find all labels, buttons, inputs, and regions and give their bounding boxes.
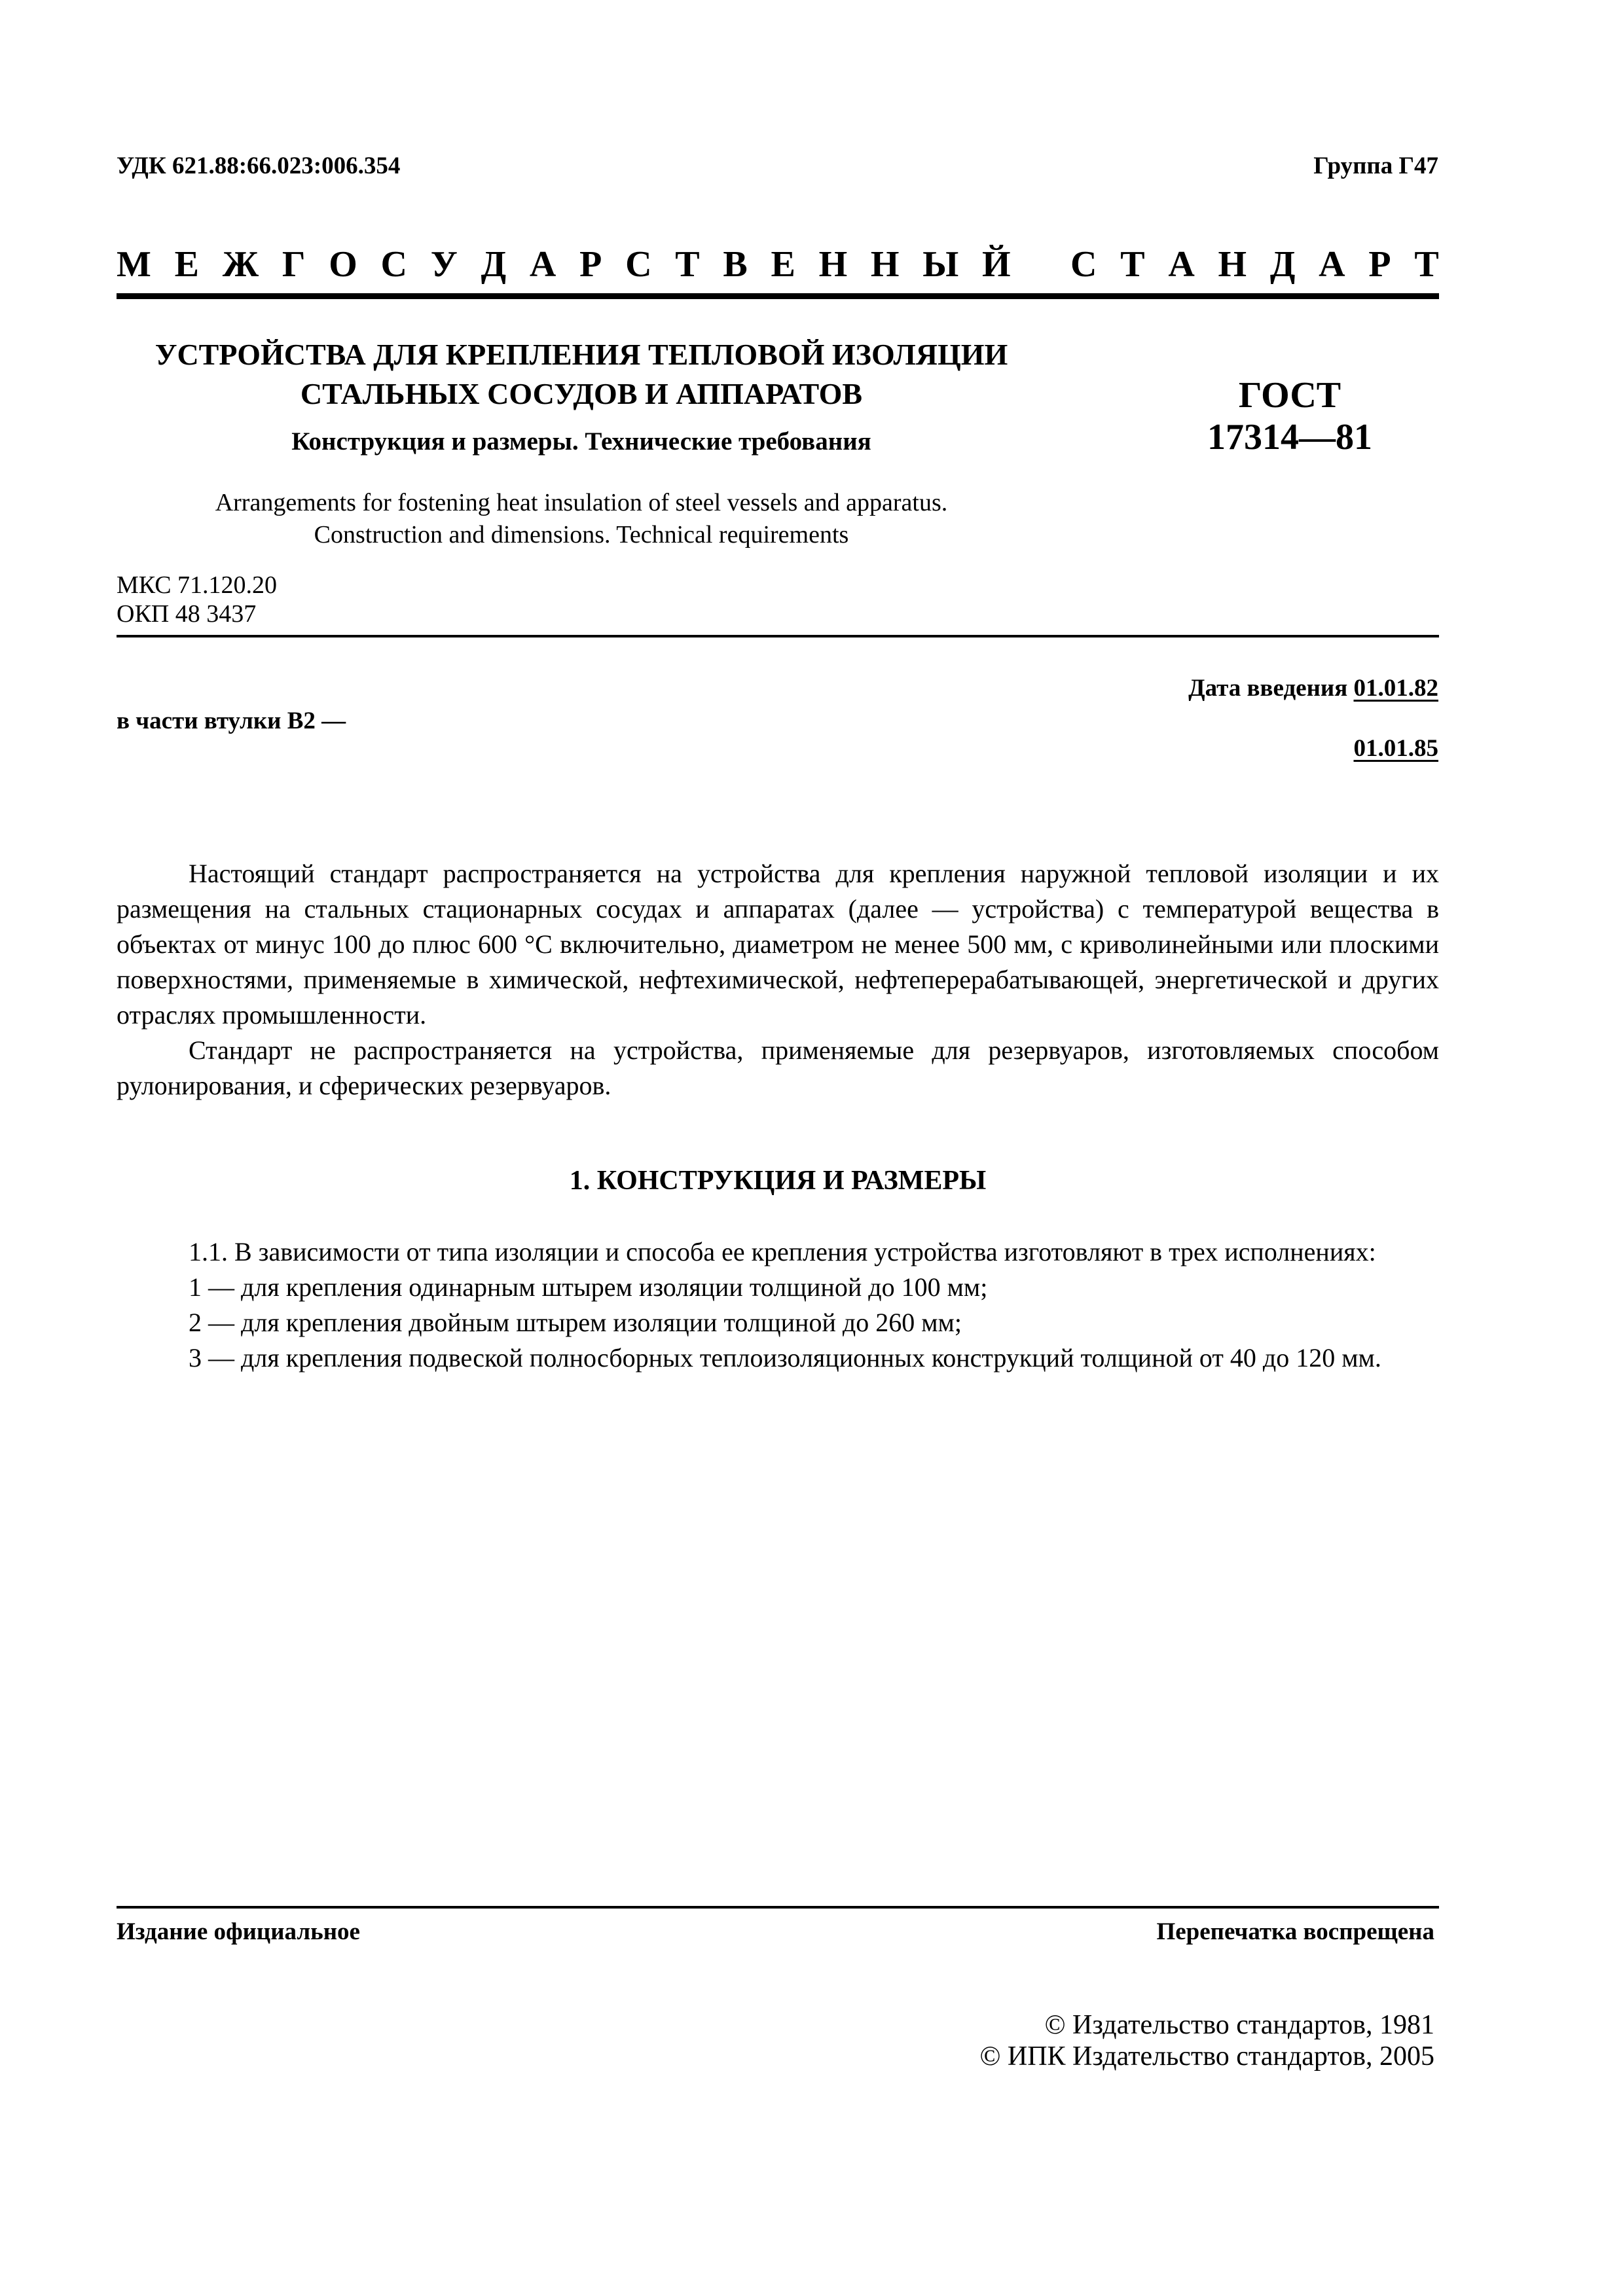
banner-letter: В — [723, 244, 748, 285]
banner-letter: Ж — [222, 244, 259, 285]
okp-code: ОКП 48 3437 — [117, 600, 257, 628]
reprint-notice: Перепечатка воспрещена — [1156, 1918, 1434, 1945]
banner-letter: Г — [282, 244, 306, 285]
english-title-line-1: Arrangements for fostening heat insulation of steel vessels and apparatus. — [215, 489, 948, 516]
list-item: 3 — для крепления подвеской полносборных теплоизоляционных конструкций толщиной от 40 до 120 мм. — [189, 1343, 1381, 1372]
copyright-1981: © Издательство стандартов, 1981 — [1044, 2010, 1434, 2040]
banner-letter: Е — [771, 244, 795, 285]
english-title — [117, 487, 1046, 551]
paragraph-exclusion: Стандарт не распространяется на устройства, применяемые для резервуаров, изготовляемых способом рулонирования, и сферических резервуаров. — [117, 1035, 1439, 1100]
banner-thick-rule — [117, 293, 1439, 299]
list-item: 1 — для крепления одинарным штырем изоляции толщиной до 100 мм; — [189, 1272, 988, 1302]
intro-date-line — [1188, 674, 1438, 702]
mks-code: МКС 71.120.20 — [117, 571, 278, 599]
intro-text — [117, 856, 1439, 1103]
part-date-label: в части втулки В2 — — [117, 708, 346, 734]
section-heading: 1. КОНСТРУКЦИЯ И РАЗМЕРЫ — [569, 1166, 987, 1196]
banner-letter: Т — [1120, 244, 1145, 285]
banner-gap — [1034, 243, 1047, 285]
banner-letter: А — [1319, 244, 1345, 285]
english-title-line-2: Construction and dimensions. Technical requirements — [314, 521, 849, 548]
title-line-1: УСТРОЙСТВА ДЛЯ КРЕПЛЕНИЯ ТЕПЛОВОЙ ИЗОЛЯЦИИ — [155, 338, 1008, 371]
official-edition-label: Издание официальное — [117, 1918, 360, 1945]
group-code: Группа Г47 — [1313, 152, 1438, 179]
gost-designation — [1192, 374, 1388, 458]
title-line-2: СТАЛЬНЫХ СОСУДОВ И АППАРАТОВ — [300, 377, 863, 410]
copyright-block — [979, 2009, 1434, 2072]
banner-letter: Д — [481, 244, 507, 285]
banner-letter: Т — [1414, 244, 1439, 285]
banner-letter: С — [1070, 244, 1097, 285]
intro-date: 01.01.82 — [1353, 675, 1438, 702]
document-subtitle: Конструкция и размеры. Технические требования — [291, 427, 871, 456]
banner-letter: Н — [1218, 244, 1247, 285]
banner-letter: С — [380, 244, 407, 285]
intro-date-label: Дата введения — [1188, 675, 1348, 702]
banner-letter: Р — [1368, 244, 1391, 285]
banner-letter: С — [625, 244, 652, 285]
banner-letter: Й — [981, 244, 1011, 285]
standard-banner — [117, 243, 1439, 285]
paragraph-scope: Настоящий стандарт распространяется на устройства для крепления наружной тепловой изоляции и их размещения на стальных стационарных сосудах и аппаратах (далее — устройства) с температурой вещества в объектах от минус 100 до плюс 600 °С включительно, диаметром не менее 500 мм, с криволинейными или плоскими поверхностями, применяемые в химической, нефтехимической, нефтеперерабатывающей, энергетической и других отраслях промышленности. — [117, 859, 1439, 1030]
classification-codes — [117, 571, 277, 628]
banner-letter: Р — [579, 244, 602, 285]
banner-letter: Ы — [922, 244, 959, 285]
banner-letter: Е — [174, 244, 199, 285]
banner-letter: А — [529, 244, 556, 285]
banner-letter: Н — [870, 244, 900, 285]
banner-letter: О — [329, 244, 357, 285]
banner-letter: А — [1168, 244, 1195, 285]
banner-letter: У — [430, 244, 458, 285]
banner-letter: М — [117, 244, 151, 285]
gost-label: ГОСТ — [1238, 375, 1341, 416]
copyright-2005: © ИПК Издательство стандартов, 2005 — [979, 2041, 1434, 2072]
footer-rule — [117, 1906, 1439, 1909]
gost-number: 17314—81 — [1207, 417, 1372, 457]
clause-1-1: 1.1. В зависимости от типа изоляции и способа ее крепления устройства изготовляют в трех исполнениях: — [189, 1237, 1376, 1266]
udk-code: УДК 621.88:66.023:006.354 — [117, 152, 401, 179]
banner-letter: Т — [675, 244, 700, 285]
part-date: 01.01.85 — [1353, 735, 1438, 762]
section-1-text — [117, 1234, 1439, 1376]
banner-letter: Н — [818, 244, 848, 285]
banner-letter: Д — [1269, 244, 1296, 285]
document-title — [117, 335, 1046, 414]
title-block-rule — [117, 635, 1439, 637]
list-item: 2 — для крепления двойным штырем изоляции толщиной до 260 мм; — [189, 1308, 962, 1337]
